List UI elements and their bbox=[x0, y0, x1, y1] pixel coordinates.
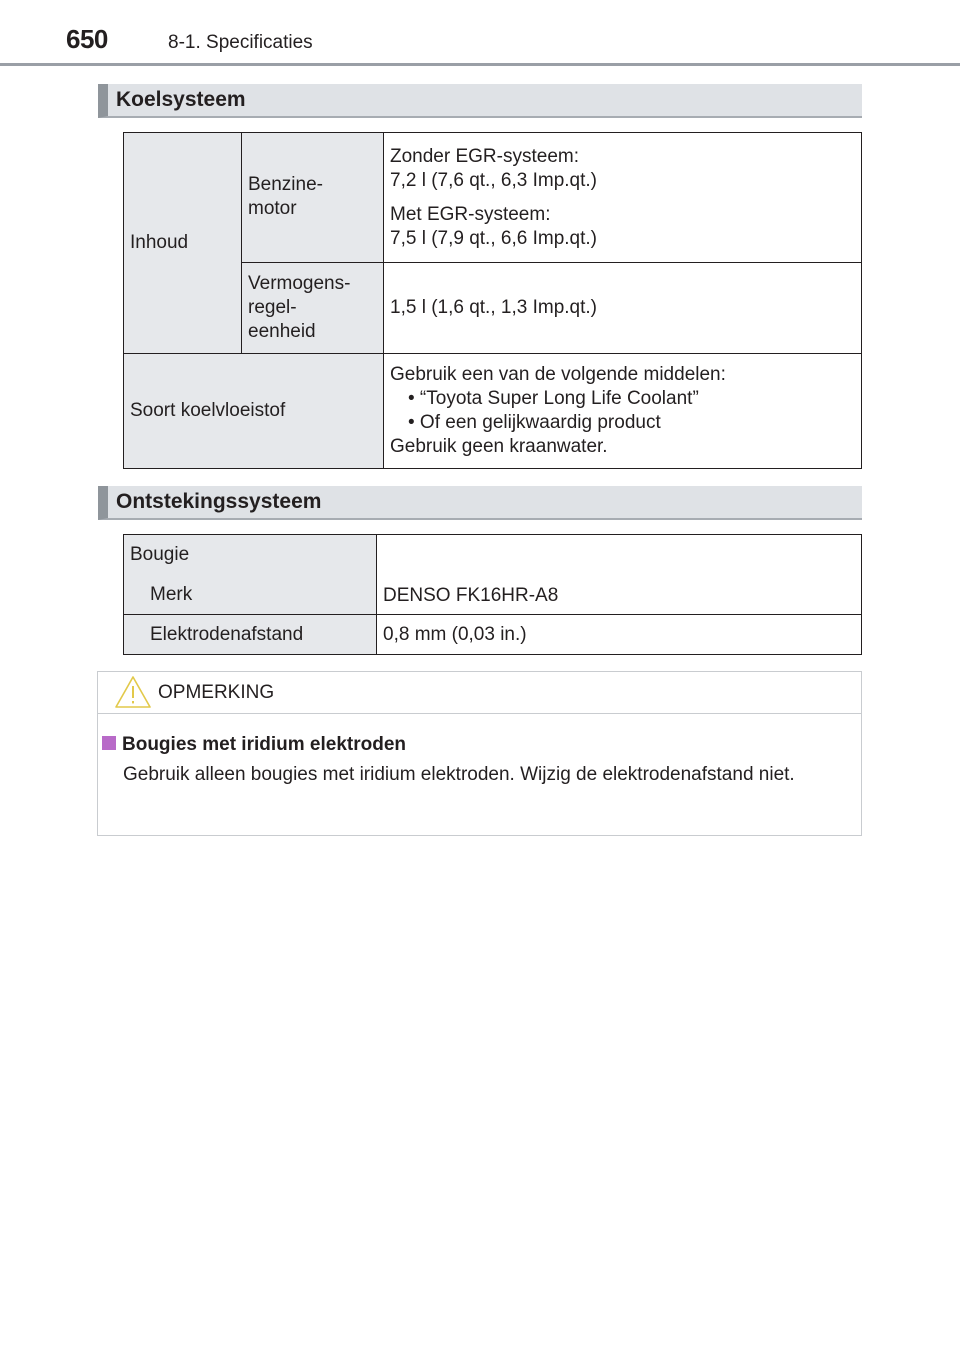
section-heading-cooling bbox=[98, 84, 862, 118]
capacity-label: Inhoud bbox=[130, 232, 189, 253]
page-header bbox=[0, 0, 960, 70]
section-title-cooling: Koelsysteem bbox=[116, 88, 246, 111]
section-heading-ignition bbox=[98, 486, 862, 520]
petrol-value-with-egr: 7,5 l (7,9 qt., 6,6 Imp.qt.) bbox=[390, 227, 597, 249]
gap-value: 0,8 mm (0,03 in.) bbox=[383, 623, 527, 645]
notice-header bbox=[98, 672, 861, 714]
section-title-ignition: Ontstekingssysteem bbox=[116, 490, 322, 513]
petrol-value-without-egr-label: Zonder EGR-systeem: bbox=[390, 145, 579, 167]
ignition-table bbox=[123, 534, 862, 655]
spark-plug-label: Bougie bbox=[130, 544, 190, 565]
notice-item-heading bbox=[102, 734, 406, 756]
coolant-type-cell bbox=[124, 354, 384, 469]
petrol-engine-label: Benzine- motor bbox=[248, 174, 323, 219]
notice-title: OPMERKING bbox=[158, 682, 275, 703]
petrol-engine-cell bbox=[242, 133, 384, 263]
coolant-type-label: Soort koelvloeistof bbox=[130, 400, 286, 421]
coolant-type-value-cell bbox=[384, 354, 862, 469]
warning-triangle-icon bbox=[114, 675, 152, 709]
square-bullet-icon bbox=[102, 736, 116, 750]
petrol-value-with-egr-label: Met EGR-systeem: bbox=[390, 203, 551, 225]
pcu-value-cell bbox=[384, 263, 862, 354]
coolant-warning: Gebruik geen kraanwater. bbox=[390, 436, 608, 457]
pcu-label: Vermogens- regel- eenheid bbox=[248, 273, 351, 342]
notice-box bbox=[97, 671, 862, 836]
capacity-label-cell bbox=[124, 133, 242, 354]
spark-plug-brand-cell bbox=[124, 535, 377, 615]
notice-item-title: Bougies met iridium elektroden bbox=[122, 734, 406, 755]
brand-value-cell bbox=[377, 535, 862, 615]
chapter-title: 8-1. Specificaties bbox=[168, 32, 313, 53]
coolant-instruction: Gebruik een van de volgende middelen: bbox=[390, 364, 726, 385]
gap-cell bbox=[124, 615, 377, 655]
cooling-table bbox=[123, 132, 862, 469]
pcu-cell bbox=[242, 263, 384, 354]
pcu-value: 1,5 l (1,6 qt., 1,3 Imp.qt.) bbox=[390, 297, 597, 318]
petrol-engine-value-cell bbox=[384, 133, 862, 263]
coolant-option-1: • “Toyota Super Long Life Coolant” bbox=[408, 388, 699, 409]
brand-value: DENSO FK16HR-A8 bbox=[383, 585, 559, 606]
page-number: 650 bbox=[66, 24, 108, 54]
header-divider bbox=[0, 63, 960, 66]
notice-text: Gebruik alleen bougies met iridium elektroden. Wijzig de elektrodenafstand niet. bbox=[123, 764, 795, 785]
gap-value-cell bbox=[377, 615, 862, 655]
brand-label: Merk bbox=[150, 584, 193, 605]
coolant-option-2: • Of een gelijkwaardig product bbox=[408, 412, 661, 433]
gap-label: Elektrodenafstand bbox=[150, 623, 304, 645]
petrol-value-without-egr: 7,2 l (7,6 qt., 6,3 Imp.qt.) bbox=[390, 169, 597, 191]
